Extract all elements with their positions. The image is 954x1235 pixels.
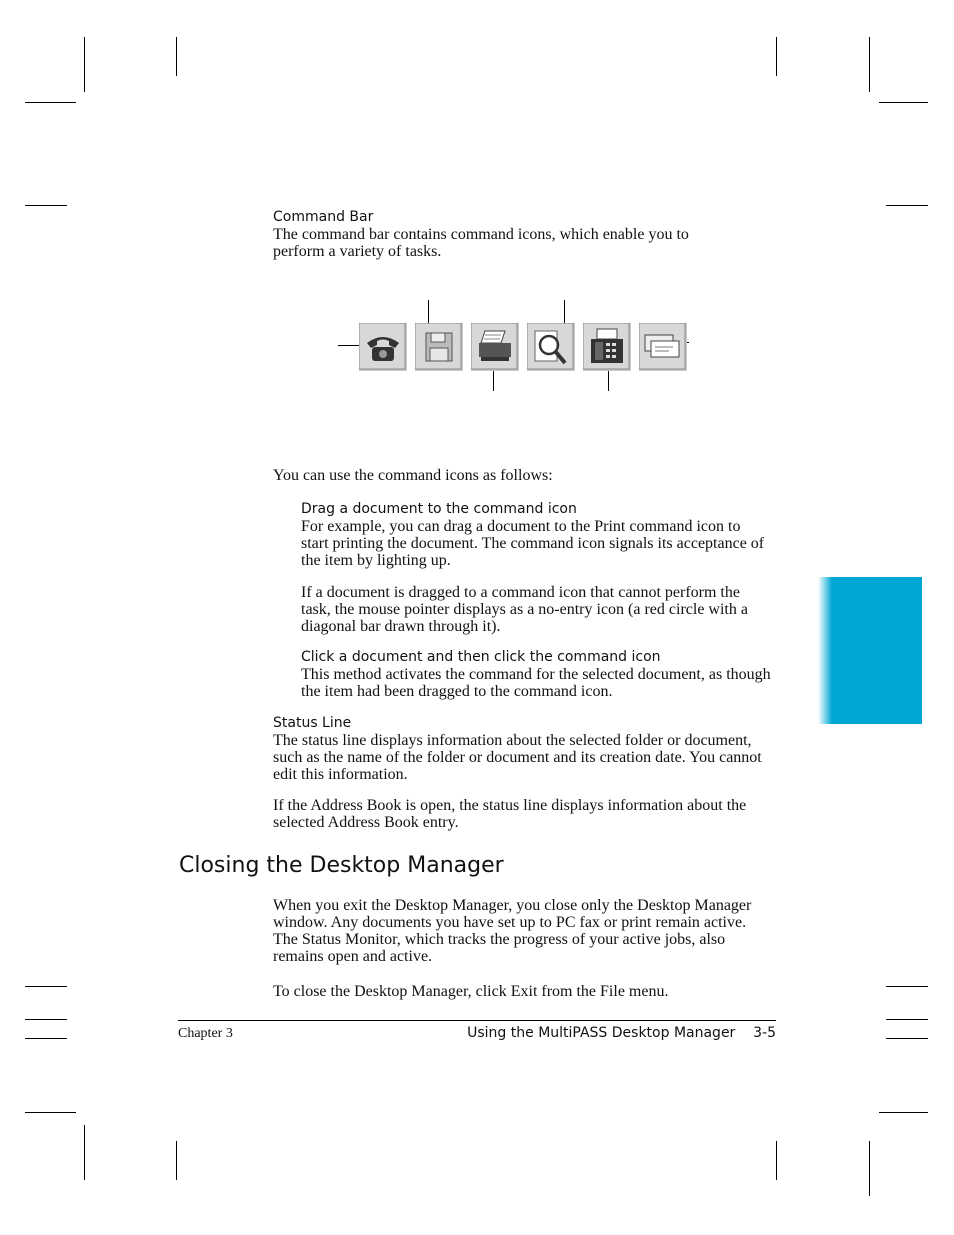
chapter-tab — [818, 577, 922, 724]
callout-line — [493, 369, 494, 391]
crop-mark — [776, 37, 777, 76]
click-heading: Click a document and then click the command icon — [301, 649, 661, 665]
drag-paragraph-1: For example, you can drag a document to the Print command icon to start printing the document. The command icon signals its acceptance of the item by lighting up. — [301, 518, 765, 569]
save-disk-icon[interactable] — [415, 323, 463, 371]
crop-mark — [879, 1112, 928, 1113]
crop-mark — [25, 1038, 67, 1039]
closing-paragraph-2: To close the Desktop Manager, click Exit from the File menu. — [273, 983, 669, 1000]
status-line-section — [273, 715, 773, 783]
crop-mark — [886, 1019, 928, 1020]
footer-rule — [178, 1020, 776, 1021]
crop-mark — [176, 37, 177, 76]
phone-icon[interactable] — [359, 323, 407, 371]
crop-mark — [25, 986, 67, 987]
crop-mark — [869, 37, 870, 92]
status-line-paragraph-1: The status line displays information about the selected folder or document, such as the name of the folder or document and its creation date. You cannot edit this information. — [273, 732, 762, 783]
click-section — [301, 649, 771, 700]
crop-mark — [879, 102, 928, 103]
crop-mark — [176, 1141, 177, 1180]
footer-title: Using the MultiPASS Desktop Manager — [467, 1025, 736, 1041]
usage-intro: You can use the command icons as follows: — [273, 467, 553, 484]
page-number: 3-5 — [753, 1025, 776, 1041]
command-bar-heading: Command Bar — [273, 209, 374, 225]
envelope-icon[interactable] — [639, 323, 687, 371]
callout-line — [428, 300, 429, 324]
footer-chapter: Chapter 3 — [178, 1026, 233, 1041]
fax-icon[interactable] — [583, 323, 631, 371]
callout-line — [564, 300, 565, 324]
footer-running-title — [467, 1025, 776, 1042]
crop-mark — [886, 1038, 928, 1039]
crop-mark — [25, 1112, 76, 1113]
drag-paragraph-2: If a document is dragged to a command icon that cannot perform the task, the mouse pointer displays as a no-entry icon (a red circle with a diagonal bar drawn through it). — [301, 584, 748, 635]
crop-mark — [776, 1141, 777, 1180]
crop-mark — [886, 986, 928, 987]
magnifier-icon[interactable] — [527, 323, 575, 371]
callout-line — [608, 369, 609, 391]
click-paragraph-1: This method activates the command for the selected document, as though the item had been dragged to the command icon. — [301, 666, 771, 700]
closing-heading: Closing the Desktop Manager — [179, 853, 504, 878]
status-line-paragraph-2: If the Address Book is open, the status line displays information about the selected Address Book entry. — [273, 797, 747, 831]
printer-icon[interactable] — [471, 323, 519, 371]
crop-mark — [84, 37, 85, 92]
drag-heading: Drag a document to the command icon — [301, 501, 577, 517]
crop-mark — [25, 102, 76, 103]
closing-paragraph-1: When you exit the Desktop Manager, you close only the Desktop Manager window. Any documents you have set up to PC fax or print remain active. The Status Monitor, which tracks the progress of your active jobs, also remains open and active. — [273, 897, 752, 965]
command-bar-section — [273, 209, 773, 260]
crop-mark — [25, 1019, 67, 1020]
crop-mark — [84, 1125, 85, 1180]
drag-section — [301, 501, 771, 569]
crop-mark — [25, 205, 67, 206]
crop-mark — [886, 205, 928, 206]
command-bar-intro: The command bar contains command icons, which enable you to perform a variety of tasks. — [273, 226, 689, 260]
crop-mark — [869, 1141, 870, 1196]
status-line-heading: Status Line — [273, 715, 352, 731]
